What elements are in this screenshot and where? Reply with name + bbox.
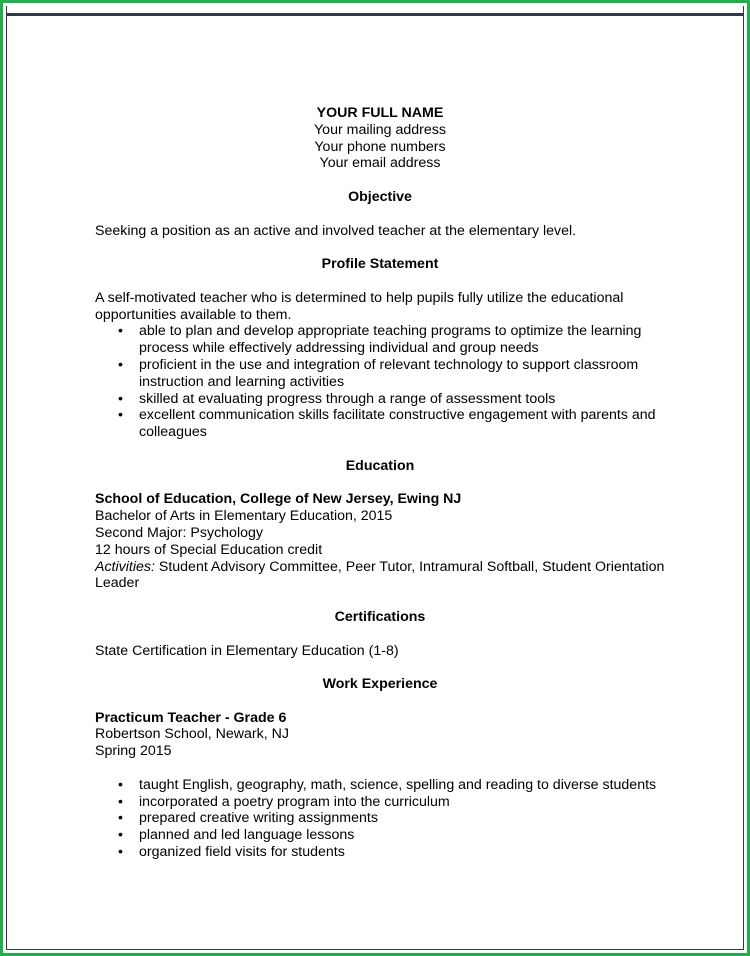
activities-text: Student Advisory Committee, Peer Tutor, Intramural Softball, Student Orientation Leader [95,558,665,592]
certification-text: State Certification in Elementary Education (1-8) [95,642,399,659]
work-bullet-list [95,777,665,861]
objective-text: Seeking a position as an active and involved teacher at the elementary level. [95,222,577,239]
work-bullet: • organized field visits for students [139,844,665,861]
resume-document [95,105,665,861]
work-bullet: • taught English, geography, math, science, spelling and reading to diverse students [139,777,665,794]
profile-intro: A self-motivated teacher who is determined to help pupils fully utilize the educational opportunities available to them. [95,289,624,323]
education-credit: 12 hours of Special Education credit [95,541,323,558]
email-address: Your email address [319,155,441,172]
profile-bullet-list [95,323,665,441]
profile-bullet: • able to plan and develop appropriate teaching programs to optimize the learning process while effectively addressing individual and group needs [139,323,665,357]
mailing-address: Your mailing address [314,121,446,138]
work-bullet: • prepared creative writing assignments [139,810,665,827]
profile-heading: Profile Statement [321,256,439,273]
certifications-heading: Certifications [334,608,426,625]
education-degree: Bachelor of Arts in Elementary Education, 2015 [95,508,393,525]
education-activities [95,559,665,593]
education-school: School of Education, College of New Jersey, Ewing NJ [95,491,462,508]
job-school: Robertson School, Newark, NJ [95,726,289,743]
profile-bullet: • excellent communication skills facilitate constructive engagement with parents and colleagues [139,407,665,441]
full-name: YOUR FULL NAME [316,105,444,121]
job-title: Practicum Teacher - Grade 6 [95,709,287,726]
profile-bullet: • skilled at evaluating progress through a range of assessment tools [139,391,665,408]
education-heading: Education [345,457,415,474]
job-term: Spring 2015 [95,743,172,760]
objective-heading: Objective [348,188,412,205]
education-second-major: Second Major: Psychology [95,524,263,541]
activities-label: Activities: [95,558,155,575]
work-bullet: • planned and led language lessons [139,827,665,844]
top-rule [7,13,743,16]
profile-bullet: • proficient in the use and integration of relevant technology to support classroom instruction and learning activities [139,357,665,391]
work-bullet: • incorporated a poetry program into the curriculum [139,794,665,811]
contact-header [95,105,665,172]
work-experience-heading: Work Experience [322,676,438,693]
phone-numbers: Your phone numbers [314,138,446,155]
